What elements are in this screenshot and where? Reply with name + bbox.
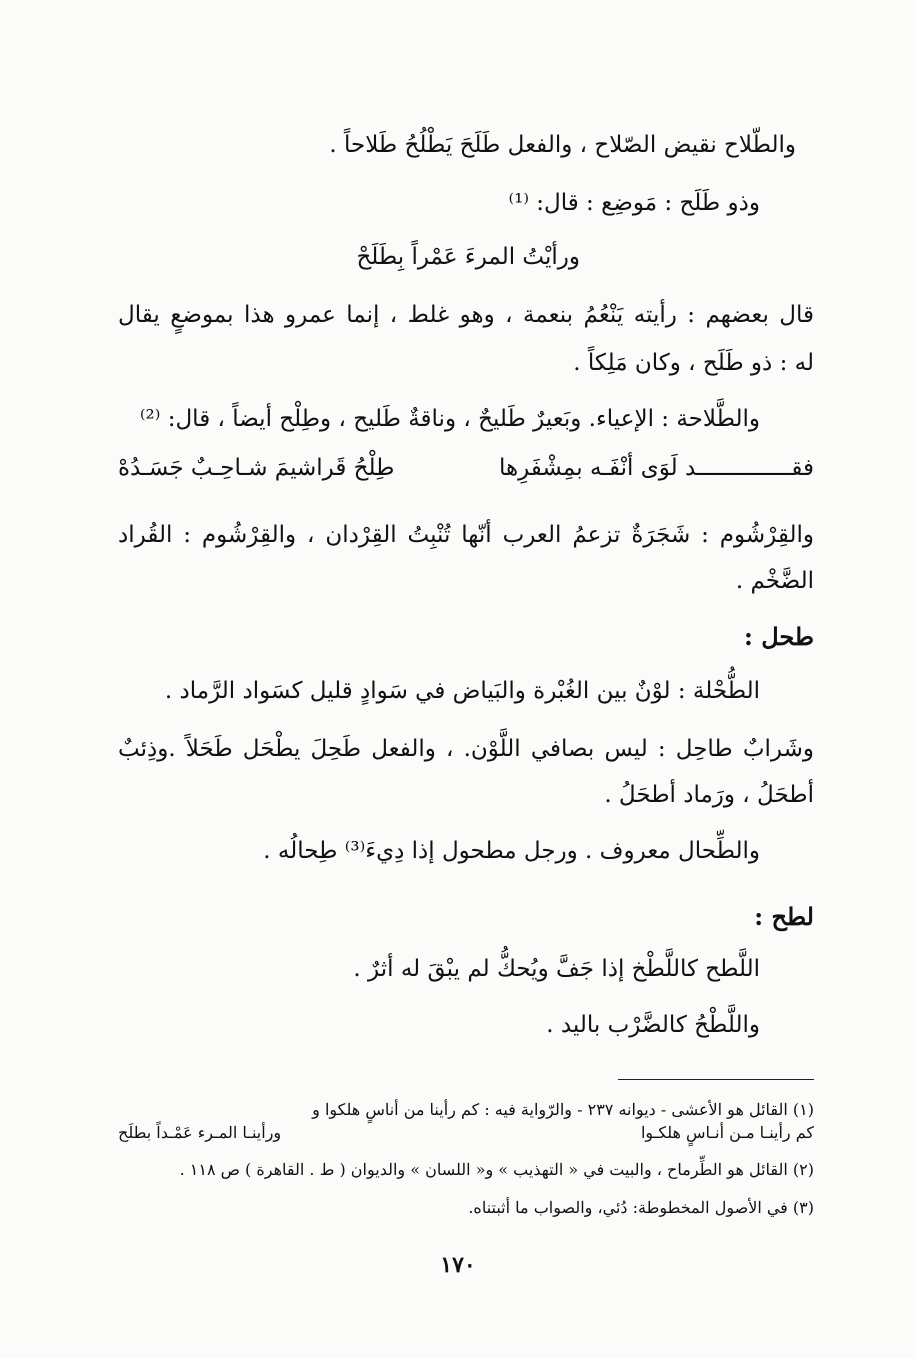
text-line: واللَّطْحُ كالضَّرْب باليد . — [546, 1012, 760, 1038]
footnote-verse-left: ورأينـا المـرء عَمْـداً بطلَح — [118, 1123, 282, 1142]
verse-line: ورأيْتُ المرءَ عَمْراً بِطَلَحْ — [356, 244, 580, 270]
footnote: (٢) القائل هو الطِّرماح ، والبيت في « التهذيب » و« اللسان » والديوان ( ط . القاهرة ) ص ١١٨ . — [179, 1160, 814, 1179]
text-line: وشَرابٌ طاحِل : ليس بصافي اللَّوْن. ، والفعل طَحِلَ يطْحَل طَحَلاً .وذِئبٌ — [118, 736, 814, 762]
text-line: أطحَلُ ، ورَماد أطحَلُ . — [604, 782, 814, 808]
footnote-divider — [618, 1079, 814, 1080]
page-number: ١٧٠ — [440, 1252, 476, 1278]
text-line: الطُّحْلة : لوْنٌ بين الغُبْرة والبَياض في سَوادٍ قليل كسَواد الرَّماد . — [164, 678, 760, 704]
text-line: الضَّخْم . — [735, 568, 814, 594]
entry-heading: لطح : — [754, 902, 814, 931]
verse-hemistich-left: طِلْحُ قَراشيمَ شـاحِـبٌ جَسَـدُهْ — [118, 455, 395, 481]
text-line: والقِرْشُوم : شَجَرَةٌ تزعمُ العرب أنّها تُنْبِتُ القِرْدان ، والقِرْشُوم : القُراد — [118, 522, 814, 548]
verse-hemistich-right: فقــــــــــــــد لَوَى أنْفَـه بمِشْفَرِها — [498, 455, 814, 481]
entry-heading: طحل : — [744, 622, 814, 651]
footnote: (٣) في الأصول المخطوطة: دُئي، والصواب ما أثبتناه. — [468, 1198, 814, 1217]
footnote-verse — [118, 1123, 814, 1142]
text-line: والطَّلاحة : الإعياء. وبَعيرٌ طَليحٌ ، وناقةٌ طَليح ، وطِلْح أيضاً ، قال: ⁽²⁾ — [139, 406, 760, 432]
text-line: والطِّحال معروف . ورجل مطحول إذا دِيءَ⁽³⁾ طِحالُه . — [263, 838, 760, 864]
footnote: (١) القائل هو الأعشى - ديوانه ٢٣٧ - والرّواية فيه : كم رأينا من أناسٍ هلكوا و — [312, 1100, 814, 1119]
footnote-verse-right: كم رأينـا مـن أنـاسٍ هلكـوا — [640, 1123, 814, 1142]
text-line: قال بعضهم : رأيته يَنْعُمُ بنعمة ، وهو غلط ، إنما عمرو هذا بموضعٍ يقال — [118, 302, 814, 328]
text-line: اللَّطح كاللَّطْخ إذا جَفَّ ويُحكُّ لم يبْقَ له أثرٌ . — [353, 956, 760, 982]
text-line: وذو طَلَح : مَوضِع : قال: ⁽¹⁾ — [508, 190, 760, 216]
poetry-verse — [118, 455, 814, 481]
text-line: له : ذو طَلَح ، وكان مَلِكاً . — [573, 350, 814, 376]
text-line: والطّلاح نقيض الصّلاح ، والفعل طَلَحَ يَطْلُحُ طَلاحاً . — [329, 132, 796, 158]
